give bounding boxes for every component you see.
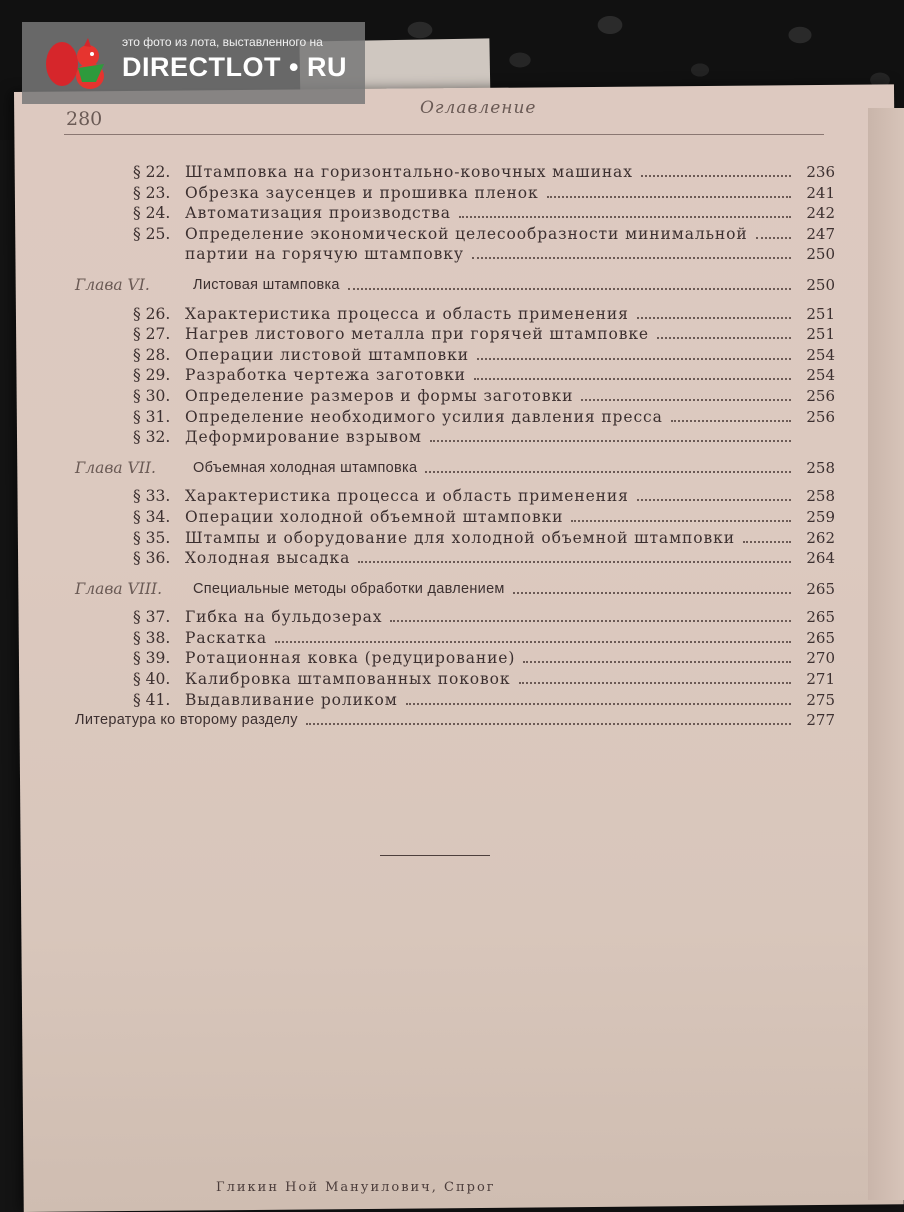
- toc-entry-number: § 38.: [133, 628, 171, 647]
- dot-leader: [430, 440, 791, 442]
- toc-row: [75, 183, 835, 204]
- dot-leader: [275, 641, 791, 643]
- toc-entry-number: Глава VII.: [75, 458, 156, 477]
- toc-entry-title: Штампы и оборудование для холодной объемной штамповки: [185, 528, 735, 547]
- toc-entry-page: 251: [806, 325, 835, 344]
- toc-entry-title: Операции холодной объемной штамповки: [185, 507, 564, 526]
- toc-entry-title: Специальные методы обработки давлением: [193, 580, 505, 597]
- toc-entry-title: Калибровка штампованных поковок: [185, 670, 511, 689]
- toc-entry-title: Операции листовой штамповки: [185, 345, 470, 364]
- toc-entry-number: § 23.: [133, 183, 171, 202]
- dot-leader: [523, 661, 791, 663]
- dot-leader: [571, 520, 791, 522]
- toc-entry-number: § 29.: [133, 366, 171, 385]
- toc-entry-page: 241: [806, 183, 835, 202]
- toc-entry-number: Глава VI.: [75, 275, 150, 294]
- toc-entry-title: Определение размеров и формы заготовки: [185, 386, 574, 405]
- next-page-edge: [868, 108, 904, 1200]
- toc-entry-page: 264: [806, 549, 835, 568]
- toc-entry-page: 258: [806, 487, 835, 506]
- toc-entry-number: § 33.: [133, 487, 171, 506]
- toc-entry-page: 265: [806, 628, 835, 647]
- footer-text: Гликин Ной Мануилович, Спрог: [216, 1180, 496, 1195]
- toc-entry-title: Объемная холодная штамповка: [193, 459, 418, 476]
- toc-row: [75, 304, 835, 325]
- watermark-brand: DIRECTLOT • RU: [122, 52, 347, 82]
- dot-leader: [743, 541, 791, 543]
- toc-entry-page: 251: [806, 304, 835, 323]
- toc-entry-page: 270: [806, 649, 835, 668]
- toc-row: [75, 648, 835, 669]
- toc-entry-page: 265: [806, 579, 835, 598]
- toc-entry-title: Выдавливание роликом: [185, 690, 398, 709]
- toc-entry-title: партии на горячую штамповку: [185, 245, 464, 264]
- dot-leader: [657, 337, 791, 339]
- dot-leader: [358, 561, 791, 563]
- toc-row: [75, 528, 835, 549]
- dot-leader: [671, 420, 791, 422]
- dot-leader: [637, 499, 791, 501]
- toc-entry-number: § 39.: [133, 649, 171, 668]
- toc-entry-number: § 27.: [133, 325, 171, 344]
- page-header: [60, 98, 830, 140]
- toc-entry-page: 262: [806, 528, 835, 547]
- toc-chapter-row: [75, 579, 835, 600]
- toc-entry-page: 271: [806, 670, 835, 689]
- toc-row: [75, 690, 835, 711]
- dot-leader: [519, 682, 791, 684]
- toc-row: [75, 244, 835, 265]
- toc-entry-number: § 22.: [133, 163, 171, 181]
- toc-entry-title: Обрезка заусенцев и прошивка пленок: [185, 183, 539, 202]
- page-number: 280: [66, 108, 103, 130]
- running-title: Оглавление: [420, 98, 537, 118]
- dot-leader: [756, 237, 791, 239]
- dot-leader: [581, 399, 791, 401]
- toc-entry-page: 254: [806, 366, 835, 385]
- toc-row: [75, 407, 835, 428]
- toc-entry-title: Литература ко второму разделу: [75, 712, 298, 729]
- toc-row: [75, 386, 835, 407]
- toc-entry-page: 256: [806, 407, 835, 426]
- squirrel-logo-icon: [42, 34, 114, 94]
- toc-entry-number: § 28.: [133, 345, 171, 364]
- toc-entry-number: § 32.: [133, 428, 171, 447]
- dot-leader: [348, 288, 791, 290]
- toc-row: [75, 710, 835, 731]
- toc-entry-title: Листовая штамповка: [193, 276, 340, 293]
- dot-leader: [425, 471, 791, 473]
- toc-entry-number: § 31.: [133, 407, 171, 426]
- dot-leader: [547, 196, 791, 198]
- end-rule: [380, 855, 490, 856]
- toc-entry-page: 277: [806, 711, 835, 730]
- toc-entry-number: § 40.: [133, 670, 171, 689]
- toc-chapter-row: [75, 458, 835, 479]
- toc-entry-title: Характеристика процесса и область применения: [185, 304, 629, 323]
- toc-entry-page: 258: [806, 458, 835, 477]
- toc-entry-number: § 25.: [133, 224, 171, 243]
- toc-entry-page: 256: [806, 386, 835, 405]
- toc-row: [75, 486, 835, 507]
- header-rule: [64, 134, 824, 135]
- toc-entry-title: Разработка чертежа заготовки: [185, 366, 466, 385]
- toc-entry-page: 275: [806, 690, 835, 709]
- toc-entry-number: § 30.: [133, 386, 171, 405]
- toc-row: [75, 162, 835, 183]
- toc-entry-title: Определение экономической целесообразности минимальной: [185, 224, 748, 243]
- toc-entry-page: 242: [806, 204, 835, 223]
- dot-leader: [513, 592, 791, 594]
- dot-leader: [459, 216, 791, 218]
- dot-leader: [472, 257, 791, 259]
- toc-entry-title: Штамповка на горизонтально-ковочных машинах: [185, 163, 633, 181]
- toc-row: [75, 607, 835, 628]
- toc-entry-number: § 35.: [133, 528, 171, 547]
- dot-leader: [637, 317, 791, 319]
- toc-row: [75, 548, 835, 569]
- watermark-caption: это фото из лота, выставленного на: [122, 35, 323, 49]
- toc-entry-title: Автоматизация производства: [185, 204, 451, 223]
- toc-entry-title: Характеристика процесса и область применения: [185, 487, 629, 506]
- toc-entry-page: 250: [806, 275, 835, 294]
- dot-leader: [406, 703, 791, 705]
- toc-entry-title: Нагрев листового металла при горячей штамповке: [185, 325, 650, 344]
- toc-row: [75, 365, 835, 386]
- toc-entry-page: 254: [806, 345, 835, 364]
- dot-leader: [477, 358, 791, 360]
- toc-entry-number: § 41.: [133, 690, 171, 709]
- toc-entry-title: Ротационная ковка (редуцирование): [185, 649, 516, 668]
- toc-row: [75, 669, 835, 690]
- toc-entry-title: Холодная высадка: [185, 549, 351, 568]
- toc-row: [75, 628, 835, 649]
- toc-row: [75, 507, 835, 528]
- dot-leader: [390, 620, 791, 622]
- toc-entry-page: 247: [806, 224, 835, 243]
- toc-chapter-row: [75, 275, 835, 296]
- dot-leader: [641, 175, 791, 177]
- toc-entry-title: Раскатка: [185, 628, 267, 647]
- toc-row: [75, 427, 835, 448]
- toc-entry-number: Глава VIII.: [75, 579, 163, 598]
- toc-entry-page: 265: [806, 608, 835, 627]
- toc-row: [75, 224, 835, 245]
- toc-row: [75, 203, 835, 224]
- toc-entry-title: Деформирование взрывом: [185, 428, 422, 447]
- dot-leader: [474, 378, 791, 380]
- toc-entry-number: § 37.: [133, 608, 171, 627]
- toc-entry-number: § 24.: [133, 204, 171, 223]
- toc-entry-number: § 26.: [133, 304, 171, 323]
- toc-row: [75, 345, 835, 366]
- toc-entry-title: Определение необходимого усилия давления пресса: [185, 407, 663, 426]
- watermark: [22, 22, 365, 104]
- toc-entry-title: Гибка на бульдозерах: [185, 608, 383, 627]
- toc-row: [75, 324, 835, 345]
- toc-entry-page: 259: [806, 507, 835, 526]
- toc-entry-page: 250: [806, 245, 835, 264]
- toc-entry-number: § 34.: [133, 507, 171, 526]
- table-of-contents: [75, 162, 835, 731]
- toc-entry-number: § 36.: [133, 549, 171, 568]
- toc-entry-page: 236: [806, 163, 835, 181]
- dot-leader: [306, 723, 791, 725]
